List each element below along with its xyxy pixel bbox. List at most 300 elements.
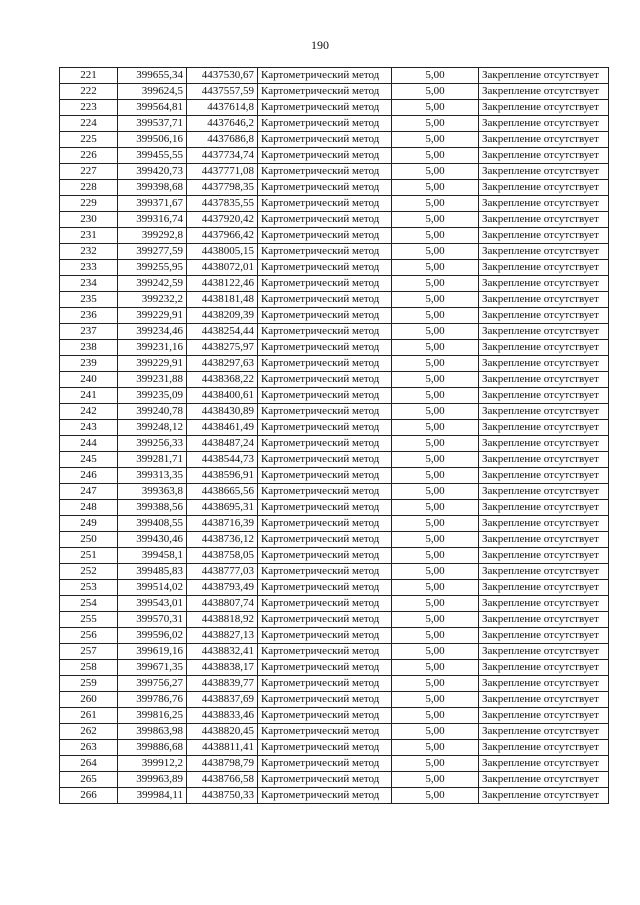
- point-number-cell: 235: [60, 292, 118, 308]
- method-cell: Картометрический метод: [258, 68, 392, 84]
- y-coordinate-cell: 4438596,91: [187, 468, 258, 484]
- point-number-cell: 260: [60, 692, 118, 708]
- x-coordinate-cell: 399655,34: [118, 68, 187, 84]
- point-number-cell: 244: [60, 436, 118, 452]
- fixing-cell: Закрепление отсутствует: [479, 308, 609, 324]
- x-coordinate-cell: 399984,11: [118, 788, 187, 804]
- table-row: [60, 628, 609, 644]
- y-coordinate-cell: 4437920,42: [187, 212, 258, 228]
- x-coordinate-cell: 399277,59: [118, 244, 187, 260]
- y-coordinate-cell: 4438368,22: [187, 372, 258, 388]
- accuracy-cell: 5,00: [392, 676, 479, 692]
- fixing-cell: Закрепление отсутствует: [479, 724, 609, 740]
- y-coordinate-cell: 4438766,58: [187, 772, 258, 788]
- point-number-cell: 250: [60, 532, 118, 548]
- x-coordinate-cell: 399398,68: [118, 180, 187, 196]
- table-row: [60, 164, 609, 180]
- table-row: [60, 660, 609, 676]
- method-cell: Картометрический метод: [258, 100, 392, 116]
- fixing-cell: Закрепление отсутствует: [479, 708, 609, 724]
- method-cell: Картометрический метод: [258, 212, 392, 228]
- method-cell: Картометрический метод: [258, 276, 392, 292]
- x-coordinate-cell: 399281,71: [118, 452, 187, 468]
- fixing-cell: Закрепление отсутствует: [479, 164, 609, 180]
- fixing-cell: Закрепление отсутствует: [479, 788, 609, 804]
- y-coordinate-cell: 4437798,35: [187, 180, 258, 196]
- fixing-cell: Закрепление отсутствует: [479, 404, 609, 420]
- method-cell: Картометрический метод: [258, 772, 392, 788]
- x-coordinate-cell: 399235,09: [118, 388, 187, 404]
- method-cell: Картометрический метод: [258, 436, 392, 452]
- x-coordinate-cell: 399430,46: [118, 532, 187, 548]
- table-row: [60, 100, 609, 116]
- y-coordinate-cell: 4438838,17: [187, 660, 258, 676]
- point-number-cell: 246: [60, 468, 118, 484]
- y-coordinate-cell: 4438750,33: [187, 788, 258, 804]
- fixing-cell: Закрепление отсутствует: [479, 228, 609, 244]
- table-row: [60, 516, 609, 532]
- x-coordinate-cell: 399570,31: [118, 612, 187, 628]
- accuracy-cell: 5,00: [392, 100, 479, 116]
- accuracy-cell: 5,00: [392, 164, 479, 180]
- table-row: [60, 468, 609, 484]
- point-number-cell: 222: [60, 84, 118, 100]
- x-coordinate-cell: 399420,73: [118, 164, 187, 180]
- point-number-cell: 258: [60, 660, 118, 676]
- y-coordinate-cell: 4438544,73: [187, 452, 258, 468]
- x-coordinate-cell: 399248,12: [118, 420, 187, 436]
- accuracy-cell: 5,00: [392, 580, 479, 596]
- y-coordinate-cell: 4438827,13: [187, 628, 258, 644]
- coordinates-table-body: [60, 68, 609, 804]
- table-row: [60, 420, 609, 436]
- accuracy-cell: 5,00: [392, 420, 479, 436]
- method-cell: Картометрический метод: [258, 116, 392, 132]
- point-number-cell: 252: [60, 564, 118, 580]
- x-coordinate-cell: 399671,35: [118, 660, 187, 676]
- fixing-cell: Закрепление отсутствует: [479, 548, 609, 564]
- method-cell: Картометрический метод: [258, 324, 392, 340]
- method-cell: Картометрический метод: [258, 484, 392, 500]
- x-coordinate-cell: 399229,91: [118, 308, 187, 324]
- coordinates-table: [59, 67, 609, 804]
- table-row: [60, 644, 609, 660]
- fixing-cell: Закрепление отсутствует: [479, 388, 609, 404]
- method-cell: Картометрический метод: [258, 596, 392, 612]
- point-number-cell: 266: [60, 788, 118, 804]
- table-row: [60, 324, 609, 340]
- fixing-cell: Закрепление отсутствует: [479, 484, 609, 500]
- accuracy-cell: 5,00: [392, 644, 479, 660]
- table-row: [60, 148, 609, 164]
- method-cell: Картометрический метод: [258, 548, 392, 564]
- fixing-cell: Закрепление отсутствует: [479, 180, 609, 196]
- point-number-cell: 262: [60, 724, 118, 740]
- point-number-cell: 234: [60, 276, 118, 292]
- method-cell: Картометрический метод: [258, 164, 392, 180]
- accuracy-cell: 5,00: [392, 612, 479, 628]
- accuracy-cell: 5,00: [392, 628, 479, 644]
- accuracy-cell: 5,00: [392, 484, 479, 500]
- accuracy-cell: 5,00: [392, 324, 479, 340]
- accuracy-cell: 5,00: [392, 244, 479, 260]
- accuracy-cell: 5,00: [392, 148, 479, 164]
- y-coordinate-cell: 4438798,79: [187, 756, 258, 772]
- table-row: [60, 548, 609, 564]
- accuracy-cell: 5,00: [392, 596, 479, 612]
- method-cell: Картометрический метод: [258, 708, 392, 724]
- fixing-cell: Закрепление отсутствует: [479, 372, 609, 388]
- table-row: [60, 84, 609, 100]
- point-number-cell: 227: [60, 164, 118, 180]
- y-coordinate-cell: 4438181,48: [187, 292, 258, 308]
- method-cell: Картометрический метод: [258, 148, 392, 164]
- fixing-cell: Закрепление отсутствует: [479, 244, 609, 260]
- accuracy-cell: 5,00: [392, 692, 479, 708]
- fixing-cell: Закрепление отсутствует: [479, 356, 609, 372]
- point-number-cell: 263: [60, 740, 118, 756]
- accuracy-cell: 5,00: [392, 308, 479, 324]
- point-number-cell: 224: [60, 116, 118, 132]
- accuracy-cell: 5,00: [392, 388, 479, 404]
- x-coordinate-cell: 399756,27: [118, 676, 187, 692]
- point-number-cell: 228: [60, 180, 118, 196]
- method-cell: Картометрический метод: [258, 420, 392, 436]
- table-row: [60, 740, 609, 756]
- table-row: [60, 596, 609, 612]
- x-coordinate-cell: 399255,95: [118, 260, 187, 276]
- accuracy-cell: 5,00: [392, 356, 479, 372]
- x-coordinate-cell: 399363,8: [118, 484, 187, 500]
- accuracy-cell: 5,00: [392, 340, 479, 356]
- point-number-cell: 236: [60, 308, 118, 324]
- y-coordinate-cell: 4438254,44: [187, 324, 258, 340]
- fixing-cell: Закрепление отсутствует: [479, 132, 609, 148]
- fixing-cell: Закрепление отсутствует: [479, 420, 609, 436]
- method-cell: Картометрический метод: [258, 308, 392, 324]
- fixing-cell: Закрепление отсутствует: [479, 612, 609, 628]
- x-coordinate-cell: 399234,46: [118, 324, 187, 340]
- point-number-cell: 226: [60, 148, 118, 164]
- x-coordinate-cell: 399240,78: [118, 404, 187, 420]
- table-row: [60, 788, 609, 804]
- fixing-cell: Закрепление отсутствует: [479, 532, 609, 548]
- method-cell: Картометрический метод: [258, 244, 392, 260]
- method-cell: Картометрический метод: [258, 532, 392, 548]
- fixing-cell: Закрепление отсутствует: [479, 324, 609, 340]
- table-row: [60, 708, 609, 724]
- accuracy-cell: 5,00: [392, 500, 479, 516]
- method-cell: Картометрический метод: [258, 356, 392, 372]
- method-cell: Картометрический метод: [258, 180, 392, 196]
- fixing-cell: Закрепление отсутствует: [479, 772, 609, 788]
- accuracy-cell: 5,00: [392, 564, 479, 580]
- method-cell: Картометрический метод: [258, 564, 392, 580]
- accuracy-cell: 5,00: [392, 708, 479, 724]
- fixing-cell: Закрепление отсутствует: [479, 196, 609, 212]
- table-row: [60, 676, 609, 692]
- y-coordinate-cell: 4438839,77: [187, 676, 258, 692]
- method-cell: Картометрический метод: [258, 468, 392, 484]
- table-row: [60, 244, 609, 260]
- method-cell: Картометрический метод: [258, 676, 392, 692]
- y-coordinate-cell: 4437557,59: [187, 84, 258, 100]
- fixing-cell: Закрепление отсутствует: [479, 260, 609, 276]
- point-number-cell: 229: [60, 196, 118, 212]
- fixing-cell: Закрепление отсутствует: [479, 644, 609, 660]
- y-coordinate-cell: 4438758,05: [187, 548, 258, 564]
- table-row: [60, 436, 609, 452]
- fixing-cell: Закрепление отсутствует: [479, 596, 609, 612]
- method-cell: Картометрический метод: [258, 132, 392, 148]
- fixing-cell: Закрепление отсутствует: [479, 100, 609, 116]
- point-number-cell: 254: [60, 596, 118, 612]
- x-coordinate-cell: 399232,2: [118, 292, 187, 308]
- accuracy-cell: 5,00: [392, 436, 479, 452]
- x-coordinate-cell: 399292,8: [118, 228, 187, 244]
- point-number-cell: 221: [60, 68, 118, 84]
- x-coordinate-cell: 399786,76: [118, 692, 187, 708]
- fixing-cell: Закрепление отсутствует: [479, 500, 609, 516]
- table-row: [60, 132, 609, 148]
- table-row: [60, 724, 609, 740]
- y-coordinate-cell: 4438818,92: [187, 612, 258, 628]
- accuracy-cell: 5,00: [392, 516, 479, 532]
- accuracy-cell: 5,00: [392, 196, 479, 212]
- x-coordinate-cell: 399316,74: [118, 212, 187, 228]
- y-coordinate-cell: 4437835,55: [187, 196, 258, 212]
- y-coordinate-cell: 4438209,39: [187, 308, 258, 324]
- method-cell: Картометрический метод: [258, 628, 392, 644]
- point-number-cell: 223: [60, 100, 118, 116]
- y-coordinate-cell: 4438807,74: [187, 596, 258, 612]
- x-coordinate-cell: 399242,59: [118, 276, 187, 292]
- x-coordinate-cell: 399388,56: [118, 500, 187, 516]
- table-row: [60, 372, 609, 388]
- fixing-cell: Закрепление отсутствует: [479, 676, 609, 692]
- y-coordinate-cell: 4438833,46: [187, 708, 258, 724]
- y-coordinate-cell: 4438400,61: [187, 388, 258, 404]
- y-coordinate-cell: 4438122,46: [187, 276, 258, 292]
- accuracy-cell: 5,00: [392, 260, 479, 276]
- accuracy-cell: 5,00: [392, 68, 479, 84]
- accuracy-cell: 5,00: [392, 532, 479, 548]
- method-cell: Картометрический метод: [258, 292, 392, 308]
- table-row: [60, 340, 609, 356]
- fixing-cell: Закрепление отсутствует: [479, 756, 609, 772]
- point-number-cell: 238: [60, 340, 118, 356]
- point-number-cell: 264: [60, 756, 118, 772]
- table-row: [60, 484, 609, 500]
- point-number-cell: 231: [60, 228, 118, 244]
- point-number-cell: 245: [60, 452, 118, 468]
- table-row: [60, 276, 609, 292]
- table-row: [60, 68, 609, 84]
- accuracy-cell: 5,00: [392, 292, 479, 308]
- fixing-cell: Закрепление отсутствует: [479, 340, 609, 356]
- fixing-cell: Закрепление отсутствует: [479, 740, 609, 756]
- x-coordinate-cell: 399564,81: [118, 100, 187, 116]
- point-number-cell: 259: [60, 676, 118, 692]
- y-coordinate-cell: 4438820,45: [187, 724, 258, 740]
- x-coordinate-cell: 399624,5: [118, 84, 187, 100]
- point-number-cell: 239: [60, 356, 118, 372]
- x-coordinate-cell: 399963,89: [118, 772, 187, 788]
- y-coordinate-cell: 4438837,69: [187, 692, 258, 708]
- method-cell: Картометрический метод: [258, 500, 392, 516]
- fixing-cell: Закрепление отсутствует: [479, 564, 609, 580]
- x-coordinate-cell: 399863,98: [118, 724, 187, 740]
- accuracy-cell: 5,00: [392, 740, 479, 756]
- fixing-cell: Закрепление отсутствует: [479, 292, 609, 308]
- y-coordinate-cell: 4438832,41: [187, 644, 258, 660]
- y-coordinate-cell: 4438736,12: [187, 532, 258, 548]
- point-number-cell: 230: [60, 212, 118, 228]
- method-cell: Картометрический метод: [258, 84, 392, 100]
- x-coordinate-cell: 399816,25: [118, 708, 187, 724]
- x-coordinate-cell: 399231,16: [118, 340, 187, 356]
- table-row: [60, 500, 609, 516]
- method-cell: Картометрический метод: [258, 644, 392, 660]
- point-number-cell: 249: [60, 516, 118, 532]
- y-coordinate-cell: 4438072,01: [187, 260, 258, 276]
- y-coordinate-cell: 4438716,39: [187, 516, 258, 532]
- fixing-cell: Закрепление отсутствует: [479, 468, 609, 484]
- y-coordinate-cell: 4438275,97: [187, 340, 258, 356]
- x-coordinate-cell: 399619,16: [118, 644, 187, 660]
- y-coordinate-cell: 4437646,2: [187, 116, 258, 132]
- table-row: [60, 404, 609, 420]
- point-number-cell: 233: [60, 260, 118, 276]
- fixing-cell: Закрепление отсутствует: [479, 84, 609, 100]
- table-row: [60, 692, 609, 708]
- y-coordinate-cell: 4438297,63: [187, 356, 258, 372]
- point-number-cell: 247: [60, 484, 118, 500]
- accuracy-cell: 5,00: [392, 772, 479, 788]
- y-coordinate-cell: 4438811,41: [187, 740, 258, 756]
- accuracy-cell: 5,00: [392, 228, 479, 244]
- method-cell: Картометрический метод: [258, 388, 392, 404]
- point-number-cell: 256: [60, 628, 118, 644]
- accuracy-cell: 5,00: [392, 404, 479, 420]
- point-number-cell: 242: [60, 404, 118, 420]
- y-coordinate-cell: 4437771,08: [187, 164, 258, 180]
- y-coordinate-cell: 4437686,8: [187, 132, 258, 148]
- method-cell: Картометрический метод: [258, 340, 392, 356]
- table-row: [60, 116, 609, 132]
- method-cell: Картометрический метод: [258, 724, 392, 740]
- fixing-cell: Закрепление отсутствует: [479, 692, 609, 708]
- table-row: [60, 532, 609, 548]
- table-row: [60, 452, 609, 468]
- method-cell: Картометрический метод: [258, 580, 392, 596]
- x-coordinate-cell: 399543,01: [118, 596, 187, 612]
- table-row: [60, 772, 609, 788]
- method-cell: Картометрический метод: [258, 756, 392, 772]
- table-row: [60, 228, 609, 244]
- accuracy-cell: 5,00: [392, 452, 479, 468]
- fixing-cell: Закрепление отсутствует: [479, 660, 609, 676]
- x-coordinate-cell: 399485,83: [118, 564, 187, 580]
- y-coordinate-cell: 4438461,49: [187, 420, 258, 436]
- x-coordinate-cell: 399458,1: [118, 548, 187, 564]
- x-coordinate-cell: 399537,71: [118, 116, 187, 132]
- x-coordinate-cell: 399596,02: [118, 628, 187, 644]
- method-cell: Картометрический метод: [258, 692, 392, 708]
- y-coordinate-cell: 4438487,24: [187, 436, 258, 452]
- method-cell: Картометрический метод: [258, 660, 392, 676]
- table-row: [60, 612, 609, 628]
- table-row: [60, 292, 609, 308]
- point-number-cell: 241: [60, 388, 118, 404]
- y-coordinate-cell: 4438777,03: [187, 564, 258, 580]
- method-cell: Картометрический метод: [258, 788, 392, 804]
- y-coordinate-cell: 4438793,49: [187, 580, 258, 596]
- y-coordinate-cell: 4437966,42: [187, 228, 258, 244]
- x-coordinate-cell: 399313,35: [118, 468, 187, 484]
- method-cell: Картометрический метод: [258, 612, 392, 628]
- point-number-cell: 225: [60, 132, 118, 148]
- point-number-cell: 248: [60, 500, 118, 516]
- accuracy-cell: 5,00: [392, 132, 479, 148]
- point-number-cell: 257: [60, 644, 118, 660]
- x-coordinate-cell: 399229,91: [118, 356, 187, 372]
- y-coordinate-cell: 4438005,15: [187, 244, 258, 260]
- accuracy-cell: 5,00: [392, 788, 479, 804]
- accuracy-cell: 5,00: [392, 276, 479, 292]
- accuracy-cell: 5,00: [392, 372, 479, 388]
- point-number-cell: 261: [60, 708, 118, 724]
- fixing-cell: Закрепление отсутствует: [479, 452, 609, 468]
- y-coordinate-cell: 4438430,89: [187, 404, 258, 420]
- x-coordinate-cell: 399371,67: [118, 196, 187, 212]
- accuracy-cell: 5,00: [392, 724, 479, 740]
- fixing-cell: Закрепление отсутствует: [479, 628, 609, 644]
- x-coordinate-cell: 399912,2: [118, 756, 187, 772]
- point-number-cell: 251: [60, 548, 118, 564]
- method-cell: Картометрический метод: [258, 372, 392, 388]
- table-row: [60, 260, 609, 276]
- point-number-cell: 255: [60, 612, 118, 628]
- method-cell: Картометрический метод: [258, 404, 392, 420]
- x-coordinate-cell: 399514,02: [118, 580, 187, 596]
- fixing-cell: Закрепление отсутствует: [479, 116, 609, 132]
- y-coordinate-cell: 4437614,8: [187, 100, 258, 116]
- table-row: [60, 196, 609, 212]
- fixing-cell: Закрепление отсутствует: [479, 148, 609, 164]
- method-cell: Картометрический метод: [258, 260, 392, 276]
- fixing-cell: Закрепление отсутствует: [479, 436, 609, 452]
- y-coordinate-cell: 4438665,56: [187, 484, 258, 500]
- y-coordinate-cell: 4437734,74: [187, 148, 258, 164]
- point-number-cell: 240: [60, 372, 118, 388]
- point-number-cell: 243: [60, 420, 118, 436]
- accuracy-cell: 5,00: [392, 468, 479, 484]
- accuracy-cell: 5,00: [392, 116, 479, 132]
- y-coordinate-cell: 4437530,67: [187, 68, 258, 84]
- table-row: [60, 180, 609, 196]
- accuracy-cell: 5,00: [392, 84, 479, 100]
- fixing-cell: Закрепление отсутствует: [479, 580, 609, 596]
- point-number-cell: 237: [60, 324, 118, 340]
- point-number-cell: 253: [60, 580, 118, 596]
- point-number-cell: 232: [60, 244, 118, 260]
- page-number: 190: [311, 38, 329, 52]
- accuracy-cell: 5,00: [392, 756, 479, 772]
- fixing-cell: Закрепление отсутствует: [479, 68, 609, 84]
- method-cell: Картометрический метод: [258, 228, 392, 244]
- method-cell: Картометрический метод: [258, 452, 392, 468]
